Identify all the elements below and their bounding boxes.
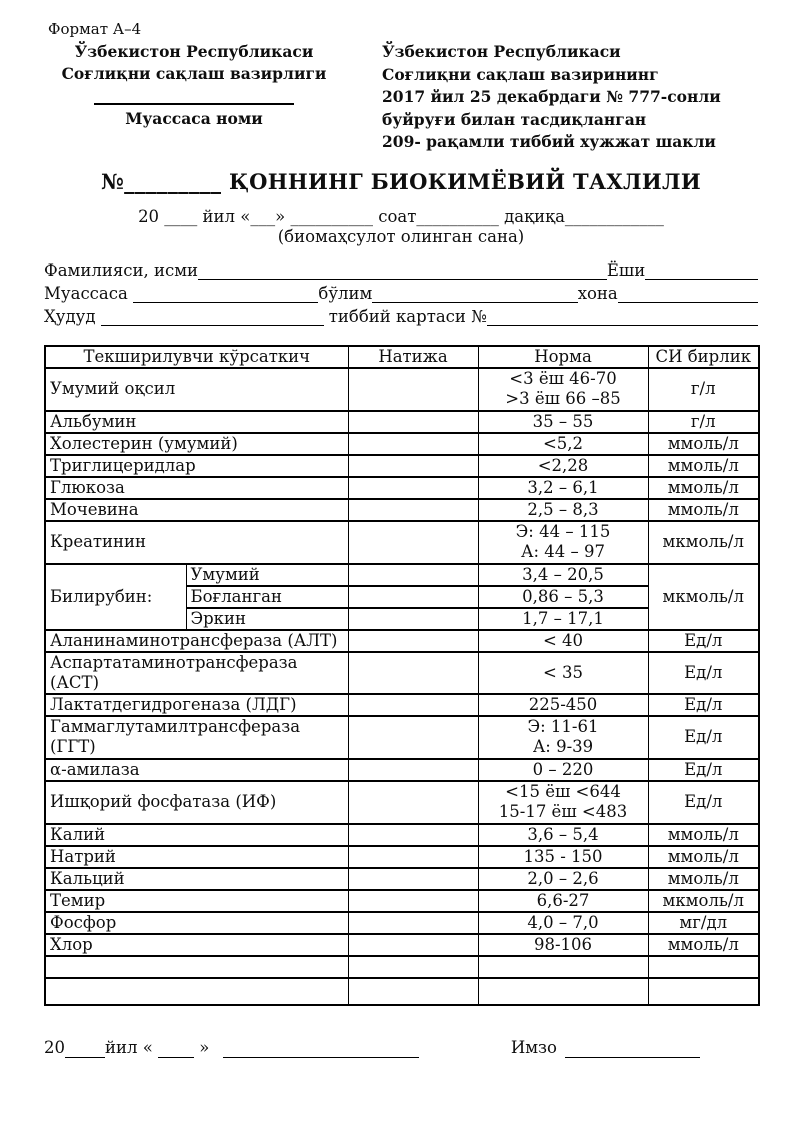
analyte-name: Натрий	[45, 846, 348, 868]
norm-line: Э: 11-61	[527, 717, 599, 736]
norm-line: 15-17 ёш <483	[498, 802, 628, 821]
analyte-name: Альбумин	[45, 411, 348, 433]
result-cell	[348, 781, 478, 824]
unit-cell: г/л	[648, 411, 759, 433]
result-cell	[348, 586, 478, 608]
room-blank	[618, 284, 758, 303]
surname-label: Фамилияси, исми	[44, 260, 199, 280]
approval-line-4: буйруғи билан тасдиқланган	[382, 109, 647, 129]
norm-line: <15 ёш <644	[505, 782, 621, 801]
norm-cell	[478, 368, 648, 411]
norm-line: Э: 44 – 115	[515, 522, 611, 541]
norm-cell: 4,0 – 7,0	[478, 912, 648, 934]
room-label: хона	[577, 283, 618, 303]
analyte-subname: Эркин	[186, 608, 348, 630]
unit-cell	[648, 978, 759, 1005]
analyte-subname: Боғланган	[186, 586, 348, 608]
sampling-date-line: 20 ____ йил «___» __________ соат__________ дақиқа____________	[138, 206, 664, 226]
norm-cell: 3,4 – 20,5	[478, 564, 648, 586]
table-row	[45, 846, 759, 868]
norm-cell: 2,0 – 2,6	[478, 868, 648, 890]
result-cell	[348, 455, 478, 477]
result-cell	[348, 368, 478, 411]
table-row-bilirubin	[45, 564, 759, 586]
table-row	[45, 868, 759, 890]
unit-cell: Ед/л	[648, 716, 759, 759]
unit-cell	[648, 956, 759, 978]
unit-cell: г/л	[648, 368, 759, 411]
norm-cell	[478, 956, 648, 978]
result-cell	[348, 608, 478, 630]
norm-cell	[478, 781, 648, 824]
result-cell	[348, 411, 478, 433]
norm-cell: 0 – 220	[478, 759, 648, 781]
unit-cell: ммоль/л	[648, 934, 759, 956]
footer-imzo-label: Имзо	[510, 1037, 557, 1057]
format-label: Формат А–4	[48, 20, 142, 38]
unit-cell: мкмоль/л	[648, 521, 759, 564]
norm-line: >3 ёш 66 –85	[505, 389, 621, 408]
approval-line-2: Соғлиқни сақлаш вазирининг	[382, 64, 659, 84]
signature-line	[44, 1038, 758, 1062]
table-row	[45, 499, 759, 521]
unit-cell: Ед/л	[648, 759, 759, 781]
patient-name-line	[44, 261, 758, 284]
result-cell	[348, 499, 478, 521]
norm-cell: 0,86 – 5,3	[478, 586, 648, 608]
norm-cell: 3,6 – 5,4	[478, 824, 648, 846]
table-row	[45, 934, 759, 956]
result-cell	[348, 956, 478, 978]
footer-year-prefix: 20	[44, 1037, 65, 1057]
norm-cell	[478, 978, 648, 1005]
sampling-date-note: (биомаҳсулот олинган сана)	[277, 226, 525, 246]
result-cell	[348, 564, 478, 586]
result-cell	[348, 824, 478, 846]
ministry-country-left: Ўзбекистон Республикаси	[74, 42, 314, 61]
col-header-unit: СИ бирлик	[648, 346, 759, 368]
analyte-name: Холестерин (умумий)	[45, 433, 348, 455]
region-line	[44, 307, 758, 330]
analyte-name: Хлор	[45, 934, 348, 956]
table-row-empty	[45, 978, 759, 1005]
table-row-empty	[45, 956, 759, 978]
form-title-text: ҚОННИНГ БИОКИМЁВИЙ ТАХЛИЛИ	[228, 168, 701, 194]
analyte-name: Калий	[45, 824, 348, 846]
analyte-name: α-амилаза	[45, 759, 348, 781]
unit-cell: ммоль/л	[648, 455, 759, 477]
result-cell	[348, 716, 478, 759]
norm-cell: 135 - 150	[478, 846, 648, 868]
table-row	[45, 455, 759, 477]
norm-cell: <5,2	[478, 433, 648, 455]
norm-cell: 225-450	[478, 694, 648, 716]
results-table	[44, 345, 760, 1006]
footer-spacer	[419, 1038, 510, 1062]
table-row	[45, 521, 759, 564]
analyte-name: Лактатдегидрогеназа (ЛДГ)	[45, 694, 348, 716]
table-row	[45, 477, 759, 499]
norm-cell	[478, 521, 648, 564]
analyte-name: Фосфор	[45, 912, 348, 934]
result-cell	[348, 934, 478, 956]
norm-cell: 2,5 – 8,3	[478, 499, 648, 521]
analyte-subname: Умумий	[186, 564, 348, 586]
result-cell	[348, 433, 478, 455]
analyte-name: Глюкоза	[45, 477, 348, 499]
analyte-name: Темир	[45, 890, 348, 912]
letterhead	[44, 41, 758, 154]
analyte-name	[45, 956, 348, 978]
norm-cell: 1,7 – 17,1	[478, 608, 648, 630]
table-row	[45, 368, 759, 411]
result-cell	[348, 652, 478, 694]
table-row	[45, 781, 759, 824]
analyte-name: Ишқорий фосфатаза (ИФ)	[45, 781, 348, 824]
unit-cell: ммоль/л	[648, 846, 759, 868]
surname-blank	[198, 261, 607, 280]
unit-cell: Ед/л	[648, 630, 759, 652]
unit-cell: мг/дл	[648, 912, 759, 934]
unit-cell: ммоль/л	[648, 824, 759, 846]
form-title	[44, 169, 758, 194]
norm-cell: 3,2 – 6,1	[478, 477, 648, 499]
table-header-row	[45, 346, 759, 368]
analyte-name: Умумий оқсил	[45, 368, 348, 411]
norm-cell: 35 – 55	[478, 411, 648, 433]
form-number-blank: №_________	[101, 168, 222, 194]
result-cell	[348, 630, 478, 652]
approval-line-1: Ўзбекистон Республикаси	[382, 42, 621, 61]
table-row	[45, 630, 759, 652]
table-row	[45, 912, 759, 934]
unit-cell: ммоль/л	[648, 868, 759, 890]
footer-doctor-blank	[223, 1038, 419, 1058]
footer-year-blank	[65, 1038, 105, 1058]
region-blank	[101, 307, 324, 326]
result-cell	[348, 846, 478, 868]
unit-cell: мкмоль/л	[648, 890, 759, 912]
table-row	[45, 433, 759, 455]
institution-name-blank	[94, 89, 294, 105]
footer-day-blank	[158, 1038, 194, 1058]
department-blank	[372, 284, 577, 303]
table-row	[45, 652, 759, 694]
analyte-name: Аспартатаминотрансфераза (АСТ)	[45, 652, 348, 694]
approval-line-5: 209- рақамли тиббий хужжат шакли	[382, 132, 716, 151]
norm-cell: < 40	[478, 630, 648, 652]
result-cell	[348, 912, 478, 934]
institution-name-caption: Муассаса номи	[125, 109, 263, 128]
norm-line: А: 44 – 97	[520, 542, 606, 561]
patient-info	[44, 261, 758, 330]
analyte-name: Кальций	[45, 868, 348, 890]
norm-cell	[478, 716, 648, 759]
norm-cell: 98-106	[478, 934, 648, 956]
unit-cell: ммоль/л	[648, 477, 759, 499]
table-row	[45, 694, 759, 716]
norm-line: <3 ёш 46-70	[509, 369, 617, 388]
department-label: бўлим	[318, 283, 373, 303]
institution-line	[44, 284, 758, 307]
col-header-indicator: Текширилувчи кўрсаткич	[45, 346, 348, 368]
analyte-name: Мочевина	[45, 499, 348, 521]
unit-cell: ммоль/л	[648, 433, 759, 455]
unit-cell: ммоль/л	[648, 499, 759, 521]
table-row	[45, 890, 759, 912]
analyte-name: Гаммаглутамилтрансфераза (ГГТ)	[45, 716, 348, 759]
norm-cell: < 35	[478, 652, 648, 694]
region-label: Ҳудуд	[44, 306, 101, 326]
col-header-result: Натижа	[348, 346, 478, 368]
institution-blank	[133, 284, 318, 303]
table-row	[45, 824, 759, 846]
letterhead-right	[382, 41, 721, 154]
footer-signature-blank	[565, 1038, 700, 1058]
norm-line: А: 9-39	[532, 737, 594, 756]
unit-cell: мкмоль/л	[648, 564, 759, 630]
result-cell	[348, 759, 478, 781]
approval-line-3: 2017 йил 25 декабрдаги № 777-сонли	[382, 87, 721, 106]
footer-quote-close: »	[194, 1037, 210, 1057]
table-row	[45, 716, 759, 759]
unit-cell: Ед/л	[648, 694, 759, 716]
letterhead-left	[44, 41, 344, 154]
table-row	[45, 411, 759, 433]
unit-cell: Ед/л	[648, 652, 759, 694]
analyte-name: Триглицеридлар	[45, 455, 348, 477]
result-cell	[348, 890, 478, 912]
ministry-name-left: Соғлиқни сақлаш вазирлиги	[61, 64, 327, 83]
institution-label: Муассаса	[44, 283, 134, 303]
analyte-name	[45, 978, 348, 1005]
norm-cell: <2,28	[478, 455, 648, 477]
norm-cell: 6,6-27	[478, 890, 648, 912]
analyte-group-label: Билирубин:	[45, 564, 186, 630]
result-cell	[348, 978, 478, 1005]
footer-yil-label: йил «	[105, 1037, 159, 1057]
medical-card-label: тиббий картаси №	[323, 306, 487, 326]
table-row	[45, 759, 759, 781]
result-cell	[348, 868, 478, 890]
age-blank	[645, 261, 758, 280]
col-header-norm: Норма	[478, 346, 648, 368]
analyte-name: Аланинаминотрансфераза (АЛТ)	[45, 630, 348, 652]
analyte-name: Креатинин	[45, 521, 348, 564]
medical-card-blank	[487, 307, 758, 326]
result-cell	[348, 521, 478, 564]
unit-cell: Ед/л	[648, 781, 759, 824]
age-label: Ёши	[606, 260, 646, 280]
result-cell	[348, 694, 478, 716]
result-cell	[348, 477, 478, 499]
